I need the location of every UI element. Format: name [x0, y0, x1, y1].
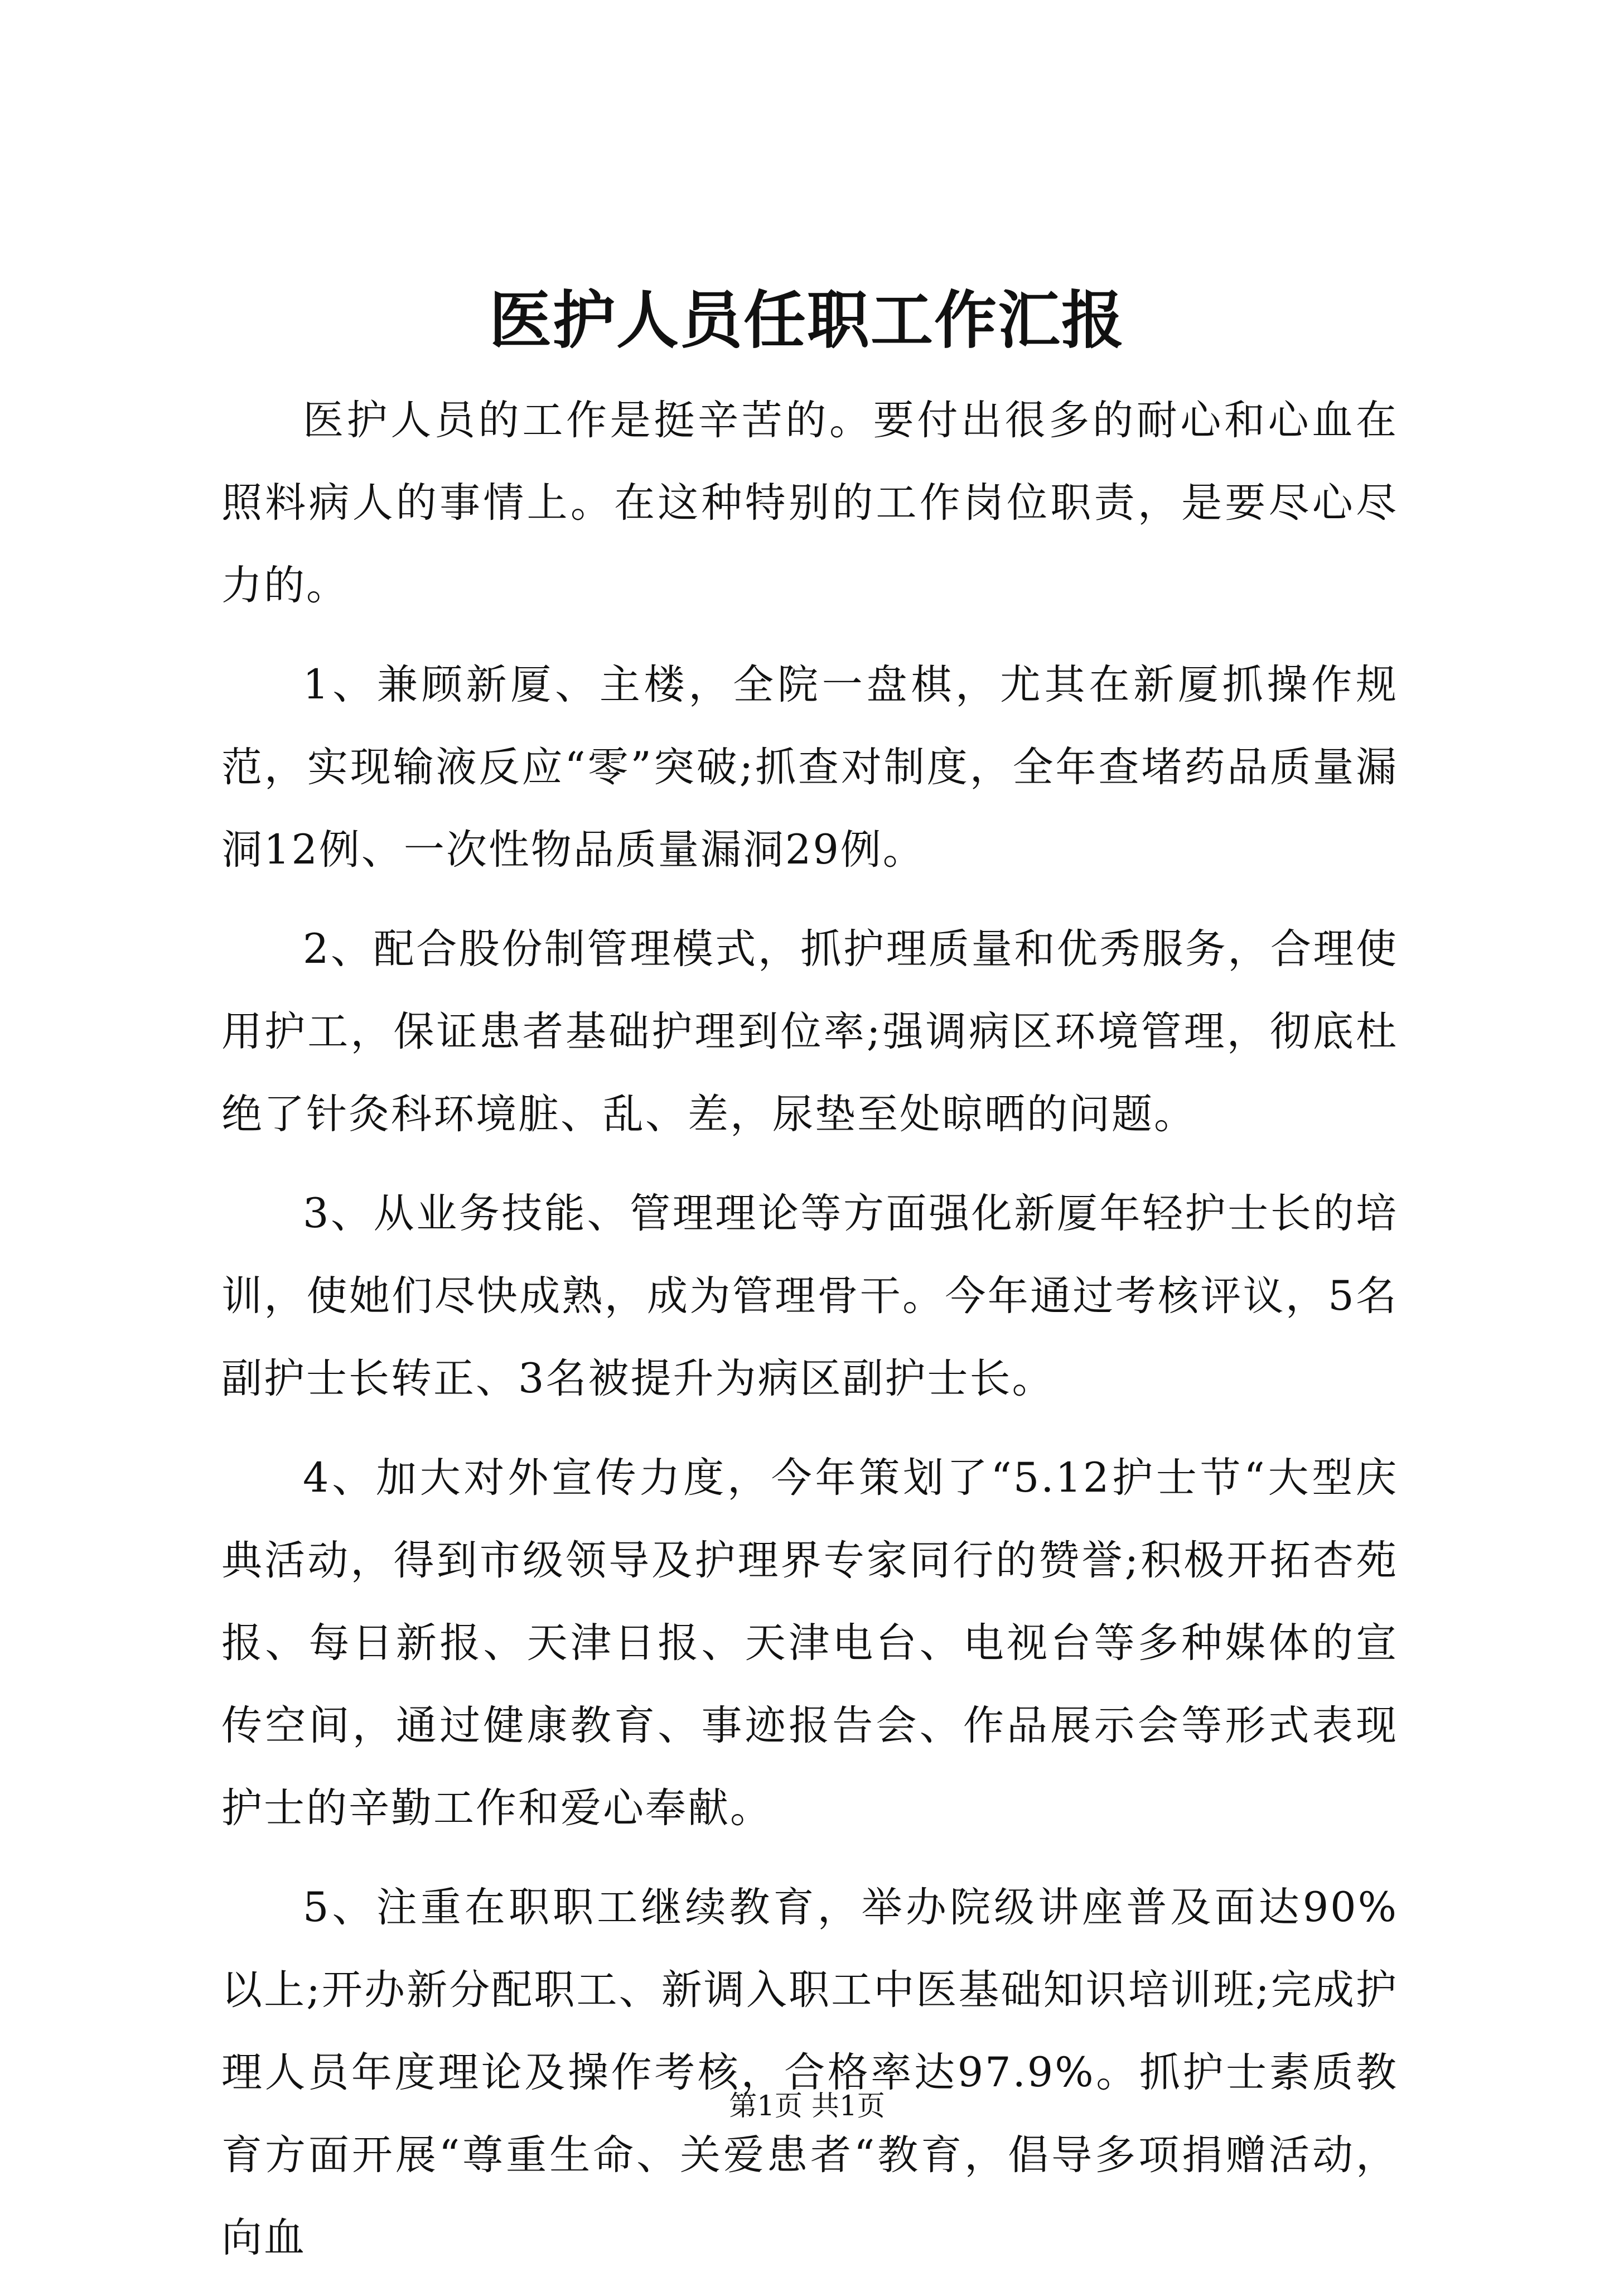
paragraph-item-3: 3、从业务技能、管理理论等方面强化新厦年轻护士长的培训，使她们尽快成熟，成为管理骨干。今年通过考核评议，5名副护士长转正、3名被提升为病区副护士长。: [221, 1190, 1398, 1402]
document-title: 医护人员任职工作汇报: [489, 284, 1125, 357]
paragraph-item-4: 4、加大对外宣传力度，今年策划了“5.12护士节“大型庆典活动，得到市级领导及护理界专家同行的赞誉;积极开拓杏苑报、每日新报、天津日报、天津电台、电视台等多种媒体的宣传空间，通过健康教育、事迹报告会、作品展示会等形式表现护士的辛勤工作和爱心奉献。: [221, 1454, 1398, 1832]
paragraph-item-2: 2、配合股份制管理模式，抓护理质量和优秀服务，合理使用护工，保证患者基础护理到位率;强调病区环境管理，彻底杜绝了针灸科环境脏、乱、差，尿垫至处晾晒的问题。: [221, 925, 1398, 1138]
page-number-footer: 第1页 共1页: [729, 2090, 885, 2122]
paragraph-item-5: 5、注重在职职工继续教育，举办院级讲座普及面达90%以上;开办新分配职工、新调入职工中医基础知识培训班;完成护理人员年度理论及操作考核，合格率达97.9%。抓护士素质教育方面开展“尊重生命、关爱患者“教育，倡导多项捐赠活动，向血: [221, 1884, 1398, 2261]
paragraph-item-1: 1、兼顾新厦、主楼，全院一盘棋，尤其在新厦抓操作规范，实现输液反应“零”突破;抓查对制度，全年查堵药品质量漏洞12例、一次性物品质量漏洞29例。: [221, 661, 1398, 874]
document-body: [221, 379, 1398, 2296]
paragraph-intro: 医护人员的工作是挺辛苦的。要付出很多的耐心和心血在照料病人的事情上。在这种特别的工作岗位职责，是要尽心尽力的。: [221, 397, 1398, 609]
